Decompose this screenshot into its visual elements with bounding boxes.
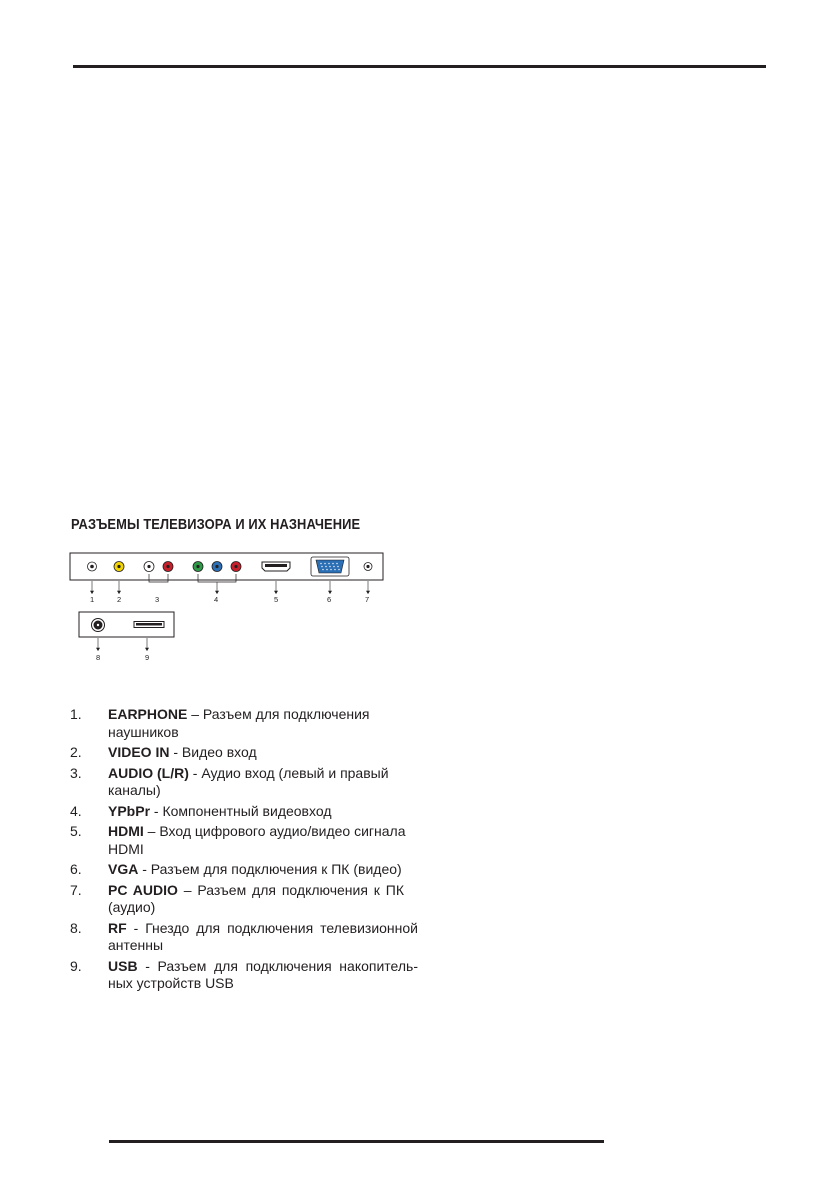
item-term: AUDIO (L/R) [108,764,189,781]
audio-left-jack-icon [144,562,154,572]
list-item [70,882,470,917]
vga-port-icon [311,557,349,576]
item-number: 6. [70,861,82,877]
label-9: 9 [145,653,150,662]
component-y-jack-icon [193,562,203,572]
item-number: 2. [70,744,82,760]
item-desc: – Разъем для подключения наушников [108,706,370,740]
label-4: 4 [214,595,219,604]
item-number: 7. [70,881,82,898]
component-pb-jack-icon [212,562,222,572]
section-title: РАЗЪЕМЫ ТЕЛЕВИЗОРА И ИХ НАЗНАЧЕНИЕ [71,516,361,533]
item-text [108,861,418,879]
list-item [70,958,470,993]
rf-antenna-socket-icon [92,619,105,632]
item-desc: - Гнездо для подключения телевизионной антенны [108,919,418,953]
usb-port-icon [134,622,164,628]
list-item [70,823,470,858]
hdmi-port-icon [262,562,290,571]
label-7: 7 [365,595,370,604]
item-number: 1. [70,706,82,722]
video-in-jack-icon [114,562,124,572]
list-item [70,744,470,762]
list-item [70,706,470,741]
earphone-jack-icon [88,562,97,571]
item-desc: - Аудио вход (левый и правый каналы) [108,764,389,798]
item-desc: - Разъем для подключения накопитель-ных устройств USB [108,957,418,991]
item-desc: – Разъем для подключения к ПК (аудио) [108,881,404,915]
list-item [70,803,470,821]
item-term: PC AUDIO [108,881,178,898]
item-text [108,744,418,762]
item-term: RF [108,919,127,936]
label-3: 3 [155,595,160,604]
label-2: 2 [117,595,122,604]
item-number: 9. [70,957,82,974]
item-text [108,823,418,858]
item-term: YPbPr [108,802,151,819]
pc-audio-jack-icon [364,563,372,571]
item-text [108,765,418,800]
item-desc: – Вход цифрового аудио/видео сигнала HDMI [108,823,406,857]
connector-list [70,706,470,996]
item-number: 4. [70,802,82,819]
item-text [108,882,404,917]
item-number: 5. [70,823,82,839]
connector-panel-diagram [60,548,390,668]
item-desc: - Видео вход [169,744,257,760]
footer-rule [109,1140,604,1143]
item-number: 3. [70,764,82,781]
item-desc: - Разъем для подключения к ПК (видео) [138,861,402,877]
label-6: 6 [327,595,332,604]
item-text [108,958,418,993]
item-term: VIDEO IN [108,744,170,760]
item-text [108,706,418,741]
item-text [108,803,418,821]
item-term: HDMI [108,823,144,839]
list-item [70,920,470,955]
label-5: 5 [274,595,279,604]
list-item [70,765,470,800]
list-item [70,861,470,879]
item-number: 8. [70,919,82,936]
item-text [108,920,418,955]
item-term: EARPHONE [108,706,188,722]
item-term: USB [108,957,138,974]
label-8: 8 [96,653,101,662]
label-1: 1 [90,595,95,604]
item-desc: - Компонентный видеовход [150,802,332,819]
header-rule [73,65,766,68]
component-pr-jack-icon [231,562,241,572]
item-term: VGA [108,861,139,877]
audio-right-jack-icon [163,562,173,572]
